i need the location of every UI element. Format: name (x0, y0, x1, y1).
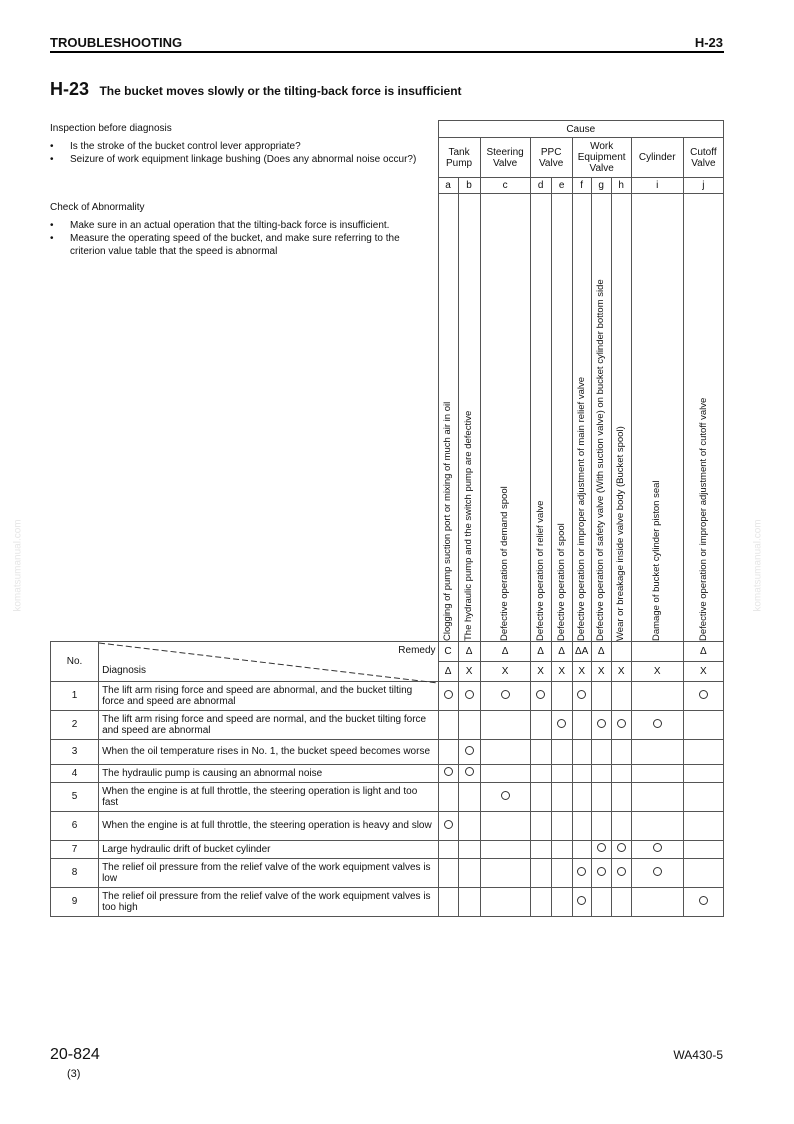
abnormality-item: • Make sure in an actual operation that the tilting-back force is insufficient. (50, 220, 390, 231)
circle-mark-icon (465, 690, 474, 699)
diagnosis-symbol: X (551, 661, 572, 681)
mark-cell (611, 764, 631, 782)
mark-cell (611, 858, 631, 887)
remedy-symbol: ΔA (572, 641, 591, 661)
diagnosis-symbol: X (591, 661, 611, 681)
mark-cell (480, 764, 530, 782)
inspection-item: • Is the stroke of the bucket control lever appropriate? (50, 141, 301, 152)
mark-cell (480, 811, 530, 840)
table-row (51, 887, 724, 916)
row-number: 1 (51, 681, 99, 710)
mark-cell (530, 739, 551, 764)
inspection-heading: Inspection before diagnosis (50, 123, 172, 134)
mark-cell (572, 840, 591, 858)
cause-text: Damage of bucket cylinder piston seal (651, 479, 663, 641)
remedy-label: Remedy (398, 644, 436, 656)
mark-cell (530, 840, 551, 858)
header-rule (50, 51, 724, 53)
watermark-right: komatsumanual.com (752, 519, 764, 612)
remedy-symbol: Δ (683, 641, 723, 661)
cause-header: Cause (438, 121, 723, 138)
cause-letter-f: f (572, 178, 591, 194)
mark-cell (438, 811, 458, 840)
diagnosis-symbol: Δ (438, 661, 458, 681)
circle-mark-icon (444, 767, 453, 776)
remedy-symbol: C (438, 641, 458, 661)
cause-description (591, 194, 611, 641)
mark-cell (591, 710, 611, 739)
mark-cell (530, 782, 551, 811)
row-diagnosis-text: When the engine is at full throttle, the steering operation is heavy and slow (99, 811, 438, 840)
diagnosis-symbol: X (458, 661, 480, 681)
cause-text: Defective operation or improper adjustment of cutoff valve (697, 397, 709, 641)
cause-text: Wear or breakage inside valve body (Bucket spool) (615, 425, 627, 641)
row-number: 6 (51, 811, 99, 840)
mark-cell (591, 887, 611, 916)
footer-page-number: 20-824 (50, 1046, 100, 1063)
circle-mark-icon (444, 690, 453, 699)
mark-cell (438, 858, 458, 887)
remedy-symbol: Δ (551, 641, 572, 661)
mark-cell (683, 764, 723, 782)
table-row (51, 782, 724, 811)
table-row (51, 764, 724, 782)
mark-cell (591, 858, 611, 887)
row-number: 5 (51, 782, 99, 811)
mark-cell (683, 811, 723, 840)
circle-mark-icon (699, 690, 708, 699)
mark-cell (631, 764, 683, 782)
circle-mark-icon (617, 719, 626, 728)
circle-mark-icon (577, 867, 586, 876)
row-number: 2 (51, 710, 99, 739)
row-number: 4 (51, 764, 99, 782)
mark-cell (551, 739, 572, 764)
circle-mark-icon (653, 719, 662, 728)
mark-cell (530, 858, 551, 887)
row-diagnosis-text: The relief oil pressure from the relief valve of the work equipment valves is low (99, 858, 438, 887)
mark-cell (591, 681, 611, 710)
mark-cell (458, 710, 480, 739)
remedy-symbol: Δ (591, 641, 611, 661)
group-tank-pump: Tank Pump (438, 138, 480, 178)
row-number: 8 (51, 858, 99, 887)
abnormality-block (50, 201, 435, 258)
mark-cell (591, 811, 611, 840)
mark-cell (683, 710, 723, 739)
cause-description (480, 194, 530, 641)
cause-letter-h: h (611, 178, 631, 194)
remedy-symbol: Δ (480, 641, 530, 661)
mark-cell (458, 782, 480, 811)
mark-cell (458, 858, 480, 887)
mark-cell (631, 840, 683, 858)
row-diagnosis-text: The hydraulic pump is causing an abnormal noise (99, 764, 438, 782)
mark-cell (631, 782, 683, 811)
mark-cell (438, 782, 458, 811)
mark-cell (551, 764, 572, 782)
mark-cell (530, 764, 551, 782)
cause-description (530, 194, 551, 641)
watermark-left: komatsumanual.com (12, 519, 24, 612)
diagnosis-symbol: X (611, 661, 631, 681)
cause-description (551, 194, 572, 641)
mark-cell (551, 710, 572, 739)
mark-cell (683, 681, 723, 710)
circle-mark-icon (557, 719, 566, 728)
row-number: 9 (51, 887, 99, 916)
inspection-item: • Seizure of work equipment linkage bushing (Does any abnormal noise occur?) (50, 154, 417, 165)
circle-mark-icon (597, 867, 606, 876)
mark-cell (438, 681, 458, 710)
mark-cell (480, 739, 530, 764)
circle-mark-icon (501, 791, 510, 800)
cause-text: Defective operation of demand spool (499, 485, 511, 641)
remedy-symbol (631, 641, 683, 661)
mark-cell (530, 811, 551, 840)
mark-cell (480, 782, 530, 811)
cause-text: Defective operation of spool (555, 522, 567, 641)
mark-cell (591, 739, 611, 764)
remedy-symbol (611, 641, 631, 661)
diagnosis-symbol: X (530, 661, 551, 681)
mark-cell (572, 681, 591, 710)
mark-cell (591, 840, 611, 858)
cause-letter-d: d (530, 178, 551, 194)
page-title (50, 79, 462, 100)
group-cylinder: Cylinder (631, 138, 683, 178)
group-cutoff-valve: Cutoff Valve (683, 138, 723, 178)
row-diagnosis-text: The lift arm rising force and speed are abnormal, and the bucket tilting force and speed are abnormal (99, 681, 438, 710)
circle-mark-icon (617, 843, 626, 852)
mark-cell (458, 840, 480, 858)
table-row (51, 840, 724, 858)
table-row (51, 858, 724, 887)
mark-cell (631, 710, 683, 739)
cause-description (438, 194, 458, 641)
cause-description (683, 194, 723, 641)
cause-text: The hydraulic pump and the switch pump are defective (463, 410, 475, 641)
row-diagnosis-text: The lift arm rising force and speed are normal, and the bucket tilting force and speed are abnormal (99, 710, 438, 739)
row-diagnosis-text: When the oil temperature rises in No. 1, the bucket speed becomes worse (99, 739, 438, 764)
circle-mark-icon (444, 820, 453, 829)
circle-mark-icon (465, 746, 474, 755)
abnormality-item: • Measure the operating speed of the bucket, and make sure referring to the criterion value table that the speed is abnormal (50, 233, 400, 257)
mark-cell (631, 739, 683, 764)
mark-cell (683, 840, 723, 858)
mark-cell (458, 681, 480, 710)
mark-cell (438, 840, 458, 858)
remedy-symbol: Δ (530, 641, 551, 661)
mark-cell (438, 887, 458, 916)
mark-cell (631, 811, 683, 840)
mark-cell (572, 764, 591, 782)
table-row (51, 681, 724, 710)
cause-text: Defective operation or improper adjustment of main relief valve (575, 376, 587, 641)
title-text: The bucket moves slowly or the tilting-back force is insufficient (99, 84, 462, 98)
cause-text: Clogging of pump suction port or mixing of much air in oil (442, 401, 454, 641)
group-ppc-valve: PPC Valve (530, 138, 572, 178)
diagnosis-label: Diagnosis (102, 664, 146, 676)
remedy-diagnosis-header (99, 641, 438, 681)
mark-cell (611, 811, 631, 840)
mark-cell (480, 887, 530, 916)
title-code: H-23 (50, 79, 90, 99)
mark-cell (551, 782, 572, 811)
mark-cell (551, 811, 572, 840)
no-header: No. (51, 641, 99, 681)
circle-mark-icon (597, 719, 606, 728)
circle-mark-icon (536, 690, 545, 699)
mark-cell (458, 739, 480, 764)
mark-cell (611, 782, 631, 811)
cause-letter-j: j (683, 178, 723, 194)
mark-cell (438, 739, 458, 764)
mark-cell (683, 782, 723, 811)
diagnosis-symbol: X (683, 661, 723, 681)
cause-description (631, 194, 683, 641)
mark-cell (683, 887, 723, 916)
row-number: 3 (51, 739, 99, 764)
abnormality-heading: Check of Abnormality (50, 202, 145, 213)
mark-cell (591, 764, 611, 782)
cause-description (611, 194, 631, 641)
mark-cell (631, 681, 683, 710)
mark-cell (438, 764, 458, 782)
mark-cell (551, 887, 572, 916)
circle-mark-icon (597, 843, 606, 852)
inspection-block (50, 122, 435, 166)
cause-letter-i: i (631, 178, 683, 194)
mark-cell (551, 840, 572, 858)
row-diagnosis-text: The relief oil pressure from the relief valve of the work equipment valves is too high (99, 887, 438, 916)
mark-cell (611, 710, 631, 739)
cause-description (572, 194, 591, 641)
diagonal-line (99, 642, 438, 684)
table-row (51, 811, 724, 840)
circle-mark-icon (699, 896, 708, 905)
mark-cell (572, 887, 591, 916)
mark-cell (611, 840, 631, 858)
cause-letter-c: c (480, 178, 530, 194)
row-diagnosis-text: Large hydraulic drift of bucket cylinder (99, 840, 438, 858)
mark-cell (480, 858, 530, 887)
cause-letter-g: g (591, 178, 611, 194)
section-header: TROUBLESHOOTING (50, 35, 183, 50)
mark-cell (480, 710, 530, 739)
footer-revision: (3) (67, 1068, 81, 1080)
mark-cell (683, 739, 723, 764)
mark-cell (530, 710, 551, 739)
footer-model: WA430-5 (673, 1048, 723, 1062)
circle-mark-icon (653, 843, 662, 852)
mark-cell (458, 811, 480, 840)
circle-mark-icon (465, 767, 474, 776)
circle-mark-icon (653, 867, 662, 876)
cause-description (458, 194, 480, 641)
mark-cell (438, 710, 458, 739)
mark-cell (611, 681, 631, 710)
row-diagnosis-text: When the engine is at full throttle, the steering operation is light and too fast (99, 782, 438, 811)
mark-cell (572, 858, 591, 887)
mark-cell (572, 739, 591, 764)
group-work-equipment-valve: Work Equipment Valve (572, 138, 631, 178)
cause-letter-a: a (438, 178, 458, 194)
diagnosis-symbol: X (631, 661, 683, 681)
remedy-symbol: Δ (458, 641, 480, 661)
mark-cell (591, 782, 611, 811)
mark-cell (572, 811, 591, 840)
circle-mark-icon (577, 896, 586, 905)
mark-cell (551, 681, 572, 710)
mark-cell (611, 739, 631, 764)
group-steering-valve: Steering Valve (480, 138, 530, 178)
circle-mark-icon (501, 690, 510, 699)
cause-letter-e: e (551, 178, 572, 194)
diagnosis-symbol: X (572, 661, 591, 681)
mark-cell (530, 887, 551, 916)
mark-cell (458, 764, 480, 782)
mark-cell (572, 782, 591, 811)
mark-cell (480, 681, 530, 710)
mark-cell (480, 840, 530, 858)
mark-cell (572, 710, 591, 739)
circle-mark-icon (617, 867, 626, 876)
table-row (51, 739, 724, 764)
page-code: H-23 (694, 35, 723, 50)
circle-mark-icon (577, 690, 586, 699)
cause-text: Defective operation of relief valve (534, 500, 546, 641)
mark-cell (530, 681, 551, 710)
mark-cell (611, 887, 631, 916)
mark-cell (683, 858, 723, 887)
mark-cell (551, 858, 572, 887)
row-number: 7 (51, 840, 99, 858)
table-row (51, 710, 724, 739)
cause-text: Defective operation of safety valve (With suction valve) on bucket cylinder bottom side (595, 278, 607, 641)
diagnosis-symbol: X (480, 661, 530, 681)
mark-cell (631, 887, 683, 916)
cause-letter-b: b (458, 178, 480, 194)
mark-cell (458, 887, 480, 916)
mark-cell (631, 858, 683, 887)
